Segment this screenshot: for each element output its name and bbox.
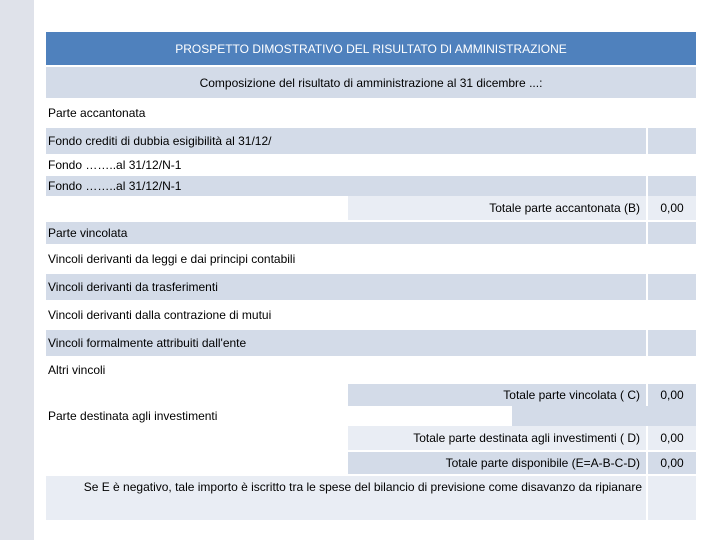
total-vincolata-spacer [46, 384, 346, 406]
row-vincoli-leggi: Vincoli derivanti da leggi e dai principi contabili [46, 246, 646, 272]
total-accantonata-spacer [46, 198, 346, 220]
table-title-row [46, 32, 696, 65]
row-fondo-crediti-value [648, 128, 696, 154]
section-investimenti-filler [512, 406, 696, 426]
table-subtitle-row [46, 67, 696, 98]
section-vincolata-heading: Parte vincolata [46, 222, 646, 244]
row-fondo-1: Fondo ……..al 31/12/N-1 [46, 156, 696, 174]
row-vincoli-leggi-value [648, 246, 696, 272]
row-vincoli-trasferimenti-value [648, 274, 696, 300]
total-disponibile-label: Totale parte disponibile (E=A-B-C-D) [348, 452, 646, 474]
note-disavanzo-value [648, 476, 696, 520]
table-subtitle: Composizione del risultato di amministrazione al 31 dicembre ...: [199, 75, 543, 90]
total-investimenti-value: 0,00 [648, 426, 696, 450]
table-title: PROSPETTO DIMOSTRATIVO DEL RISULTATO DI AMMINISTRAZIONE [175, 41, 567, 56]
total-investimenti-spacer [46, 426, 346, 450]
total-disponibile-value: 0,00 [648, 452, 696, 474]
row-fondo-2-value [648, 176, 696, 196]
total-disponibile-spacer [46, 452, 346, 474]
row-fondo-2: Fondo ……..al 31/12/N-1 [46, 176, 646, 196]
row-vincoli-mutui: Vincoli derivanti dalla contrazione di mutui [46, 302, 646, 328]
section-vincolata-value [648, 222, 696, 244]
row-vincoli-ente-value [648, 330, 696, 356]
row-vincoli-mutui-value [648, 302, 696, 328]
total-accantonata-value: 0,00 [648, 196, 696, 220]
row-vincoli-trasferimenti: Vincoli derivanti da trasferimenti [46, 274, 646, 300]
section-accantonata-heading: Parte accantonata [46, 100, 696, 126]
row-altri-vincoli: Altri vincoli [46, 358, 696, 382]
section-investimenti-heading: Parte destinata agli investimenti [46, 406, 510, 426]
total-vincolata-value: 0,00 [648, 384, 696, 406]
total-accantonata-label: Totale parte accantonata (B) [348, 196, 646, 220]
total-investimenti-label: Totale parte destinata agli investimenti ( D) [348, 426, 646, 450]
row-fondo-crediti: Fondo crediti di dubbia esigibilità al 31/12/ [46, 128, 646, 154]
note-disavanzo: Se E è negativo, tale importo è iscritto tra le spese del bilancio di previsione come disavanzo da ripianare [46, 476, 646, 520]
left-margin-bar [0, 0, 34, 540]
row-vincoli-ente: Vincoli formalmente attribuiti dall'ente [46, 330, 646, 356]
total-vincolata-label: Totale parte vincolata ( C) [348, 384, 646, 406]
